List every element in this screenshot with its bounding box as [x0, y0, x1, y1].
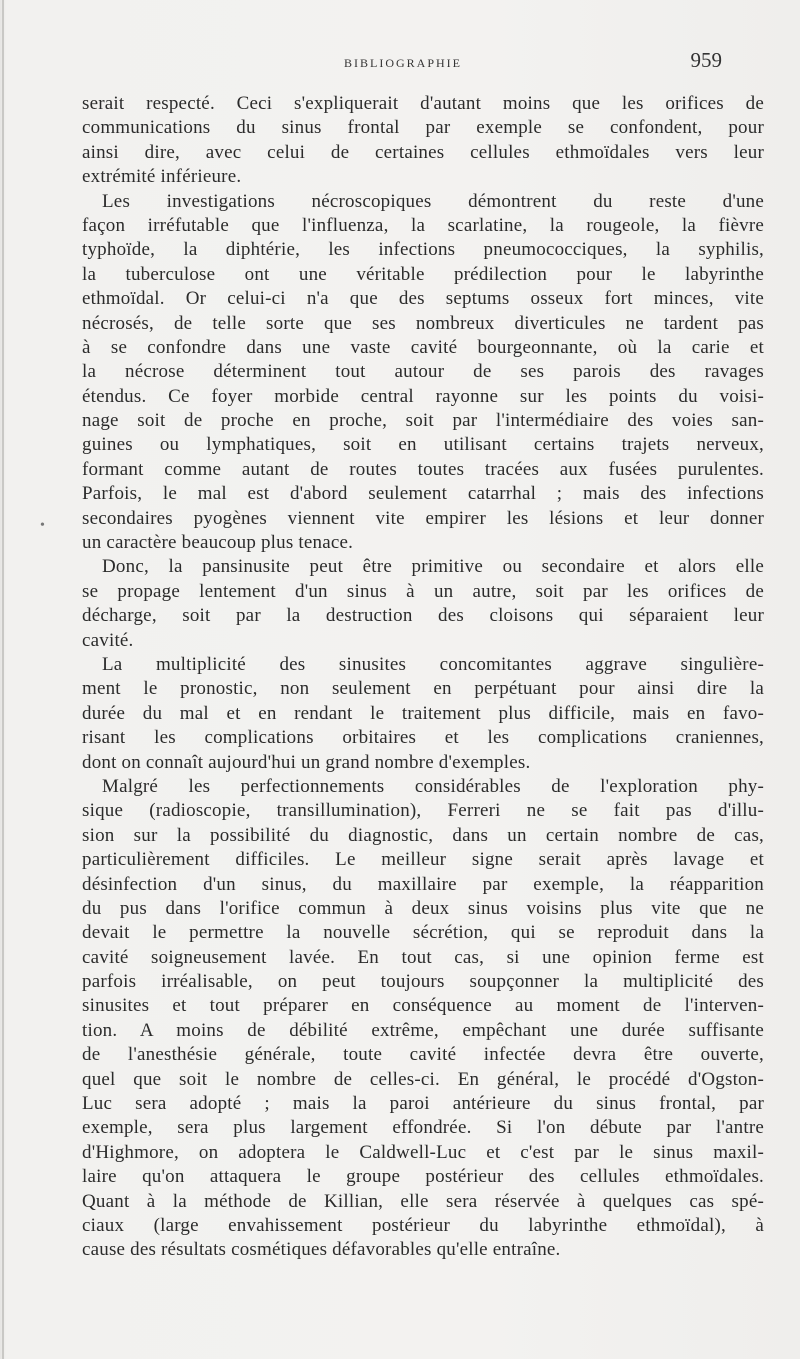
text-line: cause des résultats cosmétiques défavorables qu'elle entraîne.	[82, 1239, 561, 1261]
text-line: ainsi dire, avec celui de certaines cellules ethmoïdales vers leur	[82, 141, 764, 163]
text-line: particulièrement difficiles. Le meilleur signe serait après lavage et	[82, 849, 764, 871]
text-line: communications du sinus frontal par exemple se confondent, pour	[82, 117, 764, 139]
text-line: tion. A moins de débilité extrême, empêchant une durée suffisante	[82, 1019, 764, 1041]
text-line: de l'anesthésie générale, toute cavité infectée devra être ouverte,	[82, 1044, 764, 1066]
paragraph	[82, 775, 764, 1263]
text-line: la nécrose déterminent tout autour de ses parois des ravages	[82, 361, 764, 383]
text-line: nage soit de proche en proche, soit par l'intermédiaire des voies san-	[82, 410, 764, 432]
text-line: décharge, soit par la destruction des cloisons qui séparaient leur	[82, 605, 764, 627]
text-line: étendus. Ce foyer morbide central rayonne sur les points du voisi-	[82, 385, 764, 407]
text-line: la tuberculose ont une véritable prédilection pour le labyrinthe	[82, 263, 764, 285]
text-line: sion sur la possibilité du diagnostic, dans un certain nombre de cas,	[82, 824, 764, 846]
text-line: quel que soit le nombre de celles-ci. En général, le procédé d'Ogston-	[82, 1068, 764, 1090]
text-line: La multiplicité des sinusites concomitantes aggrave singulière-	[102, 653, 764, 675]
text-line: du pus dans l'orifice commun à deux sinus voisins plus vite que ne	[82, 897, 764, 919]
text-line: Malgré les perfectionnements considérables de l'exploration phy-	[102, 775, 764, 797]
text-line: à se confondre dans une vaste cavité bourgeonnante, où la carie et	[82, 336, 764, 358]
text-line: ciaux (large envahissement postérieur du labyrinthe ethmoïdal), à	[82, 1214, 764, 1236]
text-line: risant les complications orbitaires et les complications craniennes,	[82, 727, 764, 749]
text-line: Quant à la méthode de Killian, elle sera réservée à quelques cas spé-	[82, 1190, 764, 1212]
body-text	[82, 92, 764, 1263]
text-line: désinfection d'un sinus, du maxillaire par exemple, la réapparition	[82, 873, 764, 895]
text-line: formant comme autant de routes toutes tracées aux fusées purulentes.	[82, 458, 764, 480]
page-header	[82, 48, 722, 78]
text-line: Luc sera adopté ; mais la paroi antérieure du sinus frontal, par	[82, 1093, 764, 1115]
paragraph	[82, 653, 764, 775]
margin-mark: •	[40, 518, 45, 533]
text-line: un caractère beaucoup plus tenace.	[82, 532, 354, 554]
text-line: se propage lentement d'un sinus à un autre, soit par les orifices de	[82, 580, 764, 602]
text-line: ment le pronostic, non seulement en perpétuant pour ainsi dire la	[82, 678, 764, 700]
text-line: nécrosés, de telle sorte que ses nombreux diverticules ne tardent pas	[82, 312, 764, 334]
text-line: cavité soigneusement lavée. En tout cas, si une opinion ferme est	[82, 946, 764, 968]
text-line: dont on connaît aujourd'hui un grand nombre d'exemples.	[82, 751, 531, 773]
paragraph	[82, 92, 764, 190]
page-number: 959	[690, 48, 722, 72]
paragraph	[82, 190, 764, 556]
text-line: exemple, sera plus largement effondrée. Si l'on débute par l'antre	[82, 1117, 764, 1139]
text-line: sinusites et tout préparer en conséquence au moment de l'interven-	[82, 995, 764, 1017]
text-line: serait respecté. Ceci s'expliquerait d'autant moins que les orifices de	[82, 93, 764, 114]
text-line: extrémité inférieure.	[82, 166, 242, 188]
text-line: guines ou lymphatiques, soit en utilisant certains trajets nerveux,	[82, 434, 764, 456]
text-line: Parfois, le mal est d'abord seulement catarrhal ; mais des infections	[82, 483, 764, 505]
text-line: cavité.	[82, 629, 134, 651]
text-line: devait le permettre la nouvelle sécrétion, qui se reproduit dans la	[82, 922, 764, 944]
running-head: BIBLIOGRAPHIE	[344, 56, 462, 70]
text-line: Les investigations nécroscopiques démontrent du reste d'une	[102, 190, 764, 212]
text-line: secondaires pyogènes viennent vite empirer les lésions et leur donner	[82, 507, 764, 529]
binding-edge	[2, 0, 4, 1359]
text-line: d'Highmore, on adoptera le Caldwell-Luc et c'est par le sinus maxil-	[82, 1141, 764, 1163]
text-line: Donc, la pansinusite peut être primitive ou secondaire et alors elle	[102, 556, 764, 578]
text-line: laire qu'on attaquera le groupe postérieur des cellules ethmoïdales.	[82, 1166, 764, 1188]
text-line: typhoïde, la diphtérie, les infections pneumococciques, la syphilis,	[82, 239, 764, 261]
text-line: parfois irréalisable, on peut toujours soupçonner la multiplicité des	[82, 971, 764, 993]
paragraph	[82, 555, 764, 653]
text-line: façon irréfutable que l'influenza, la scarlatine, la rougeole, la fièvre	[82, 214, 764, 236]
text-line: durée du mal et en rendant le traitement plus difficile, mais en favo-	[82, 702, 764, 724]
text-line: ethmoïdal. Or celui-ci n'a que des septums osseux fort minces, vite	[82, 288, 764, 310]
text-line: sique (radioscopie, transillumination), Ferreri ne se fait pas d'illu-	[82, 800, 764, 822]
